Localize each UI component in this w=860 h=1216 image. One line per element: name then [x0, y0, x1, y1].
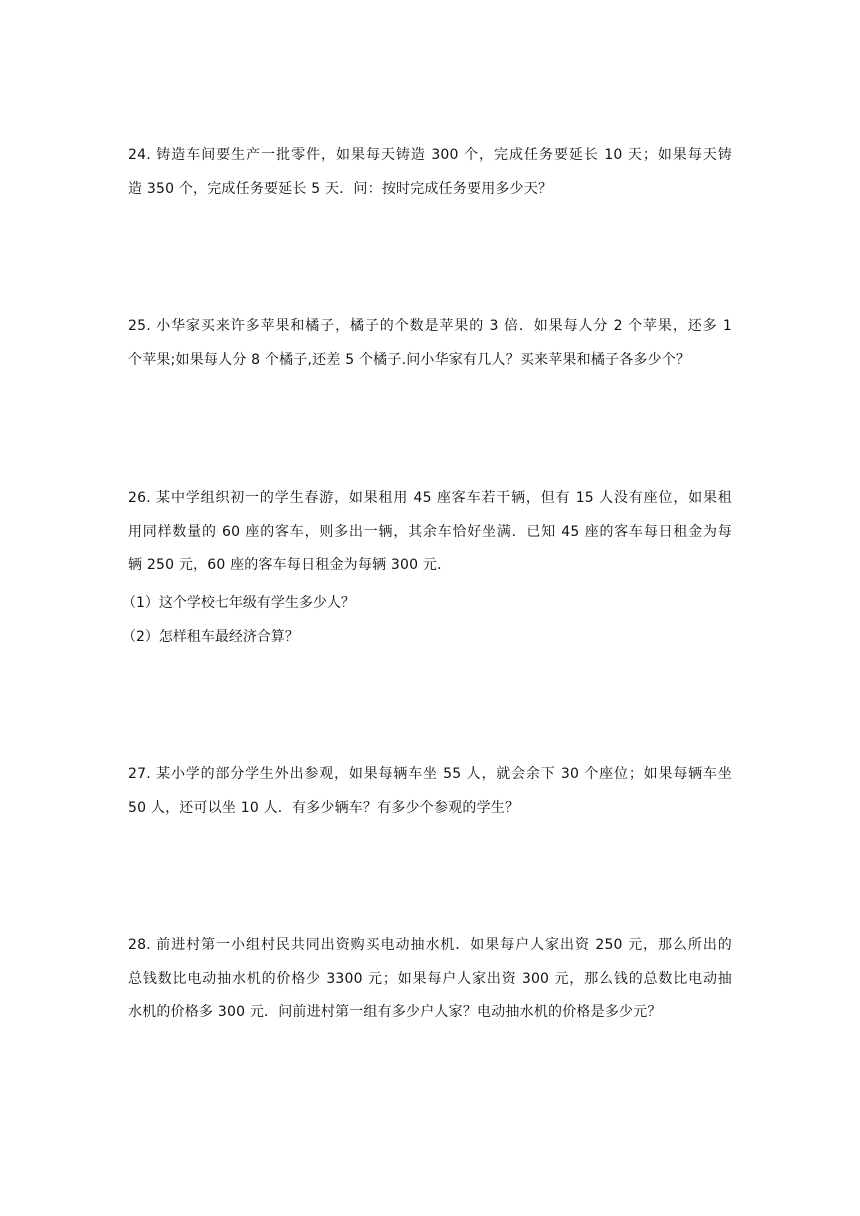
problem-26-line-2: 用同样数量的 60 座的客车，则多出一辆，其余车恰好坐满．已知 45 座的客车每日租金为每 — [128, 523, 732, 540]
problem-25-line-2: 个苹果;如果每人分 8 个橘子,还差 5 个橘子.问小华家有几人？买来苹果和橘子各多少个？ — [128, 351, 691, 368]
problem-24-line-1: 24. 铸造车间要生产一批零件，如果每天铸造 300 个，完成任务要延长 10 天；如果每天铸 — [128, 147, 732, 163]
problem-28 — [128, 929, 732, 1030]
problem-26 — [128, 482, 732, 583]
problem-25-line-1: 25. 小华家买来许多苹果和橘子，橘子的个数是苹果的 3 倍．如果每人分 2 个苹果，还多 1 — [128, 318, 732, 334]
problem-24 — [128, 139, 732, 206]
problem-25 — [128, 310, 732, 377]
problem-26-subquestion-2: （2）怎样租车最经济合算？ — [122, 629, 299, 645]
problem-27 — [128, 758, 732, 825]
problem-26-line-3: 辆 250 元，60 座的客车每日租金为每辆 300 元． — [128, 557, 452, 573]
problem-28-line-2: 总钱数比电动抽水机的价格少 3300 元；如果每户人家出资 300 元，那么钱的总数比电动抽 — [128, 970, 732, 987]
problem-24-line-2: 造 350 个，完成任务要延长 5 天．问：按时完成任务要用多少天？ — [128, 180, 553, 197]
problem-27-line-1: 27. 某小学的部分学生外出参观，如果每辆车坐 55 人，就会余下 30 个座位；如果每辆车坐 — [128, 766, 732, 782]
problem-28-line-1: 28. 前进村第一小组村民共同出资购买电动抽水机．如果每户人家出资 250 元，那么所出的 — [128, 937, 732, 953]
problem-27-line-2: 50 人，还可以坐 10 人．有多少辆车？有多少个参观的学生？ — [128, 799, 520, 816]
problem-28-line-3: 水机的价格多 300 元．问前进村第一组有多少户人家？电动抽水机的价格是多少元？ — [128, 1004, 662, 1020]
problem-26-subquestion-1: （1）这个学校七年级有学生多少人？ — [122, 595, 355, 611]
problem-26-line-1: 26. 某中学组织初一的学生春游，如果租用 45 座客车若干辆，但有 15 人没有座位，如果租 — [128, 490, 732, 506]
